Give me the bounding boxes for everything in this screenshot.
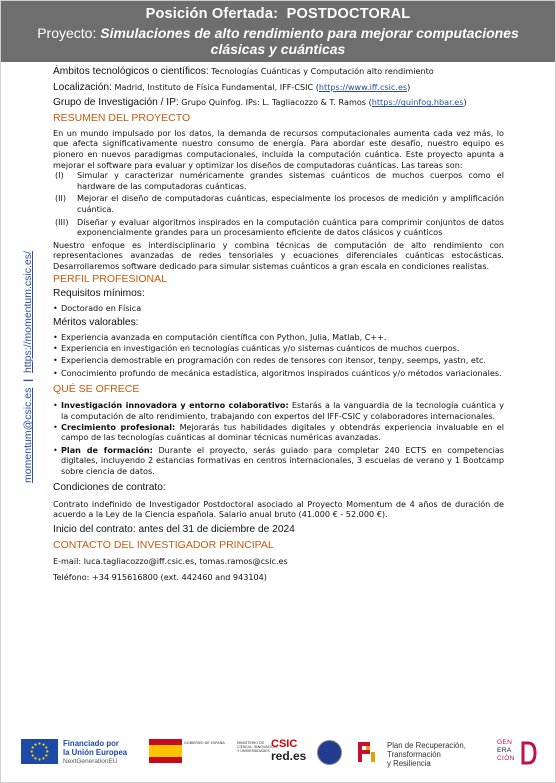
ministerio-text: MINISTERIO DE CIENCIA, INNOVACIÓN Y UNIVERSIDADES (237, 741, 277, 754)
ofrece-list (53, 400, 504, 476)
requisitos-title: Requisitos mínimos: (53, 287, 145, 299)
gen-line3: CIÓN (497, 755, 515, 762)
project-line (1, 25, 555, 57)
contacto-tel-line (53, 572, 504, 583)
grupo-after: ) (463, 97, 467, 108)
ofrece-item-head: Investigación innovadora y entorno colaborativo: (61, 400, 289, 411)
prtr-line3: y Resiliencia (387, 759, 431, 768)
ofrece-item-text: Mejorarás tus habilidades digitales y obtendrás experiencia invaluable en el campo de las tecnologías cuánticas al dominar técnicas numéricas avanzadas. (61, 421, 504, 443)
spain-flag-icon (149, 739, 182, 763)
eu-line2: la Unión Europea (63, 748, 128, 757)
eu-line3: NextGenerationEU (63, 758, 118, 765)
task-text: Simular y caracterizar numéricamente grandes sistemas cuánticos de muchos cuerpos como el hardware de las computadoras cuánticas. (77, 170, 504, 191)
merito-item: • Experiencia avanzada en computación científica con Python, Julia, Matlab, C++. (53, 332, 504, 343)
eu-line1: Financiado por (63, 739, 119, 748)
grupo-link[interactable]: https://quinfog.hbar.es (371, 97, 464, 108)
localizacion-line (53, 82, 504, 94)
task-text: Mejorar el diseño de computadoras cuánticas, especialmente los procesos de medición y amplificación cuántica. (77, 193, 504, 214)
footer-logos (1, 733, 555, 783)
ambitos-line (53, 66, 504, 78)
contacto-title: CONTACTO DEL INVESTIGADOR PRINCIPAL (53, 538, 274, 551)
eu-funding-text (63, 739, 127, 766)
task-item (55, 170, 504, 191)
grupo-value: Grupo Quinfog. IPs: L. Tagliacozzo & T. Ramos ( (181, 97, 372, 108)
gobierno-text: GOBIERNO DE ESPAÑA (184, 741, 225, 745)
eu-flag-icon (21, 739, 58, 764)
prtr-logo-icon (357, 740, 379, 764)
meritos-title: Méritos valorables: (53, 317, 139, 329)
sidebar-email-link[interactable]: momentum@csic.es (22, 387, 34, 483)
condiciones-title: Condiciones de contrato: (53, 481, 166, 493)
redes-text: red.es (271, 749, 307, 763)
task-item (55, 217, 504, 238)
task-number: (I) (55, 170, 64, 181)
resumen-intro: En un mundo impulsado por los datos, la demanda de recursos computacionales aumenta cada vez más, lo que afecta significativamente nuestro consumo de energía. Para abordar este desafío, nuestro equipo es pionero en nuevos paradigmas computacionales, incluida la computación cuántica. Este proyecto apunta a mejorar el software para evaluar y optimizar los diseños de computadoras cuánticas. Las tareas son: (53, 127, 504, 170)
perfil-title: PERFIL PROFESIONAL (53, 272, 167, 285)
ofrece-item-text: Estarás a la vanguardia de la tecnología cuántica y la computación de alto rendimiento, trabajando con expertos del IFF-CSIC y colaboradores internacionales. (61, 400, 505, 422)
position-label: Posición Ofertada: (145, 6, 279, 22)
header-banner (1, 1, 555, 62)
csic-text: CSIC (271, 738, 298, 750)
localizacion-label: Localización: (53, 81, 112, 93)
generacion-d-icon (521, 740, 537, 766)
task-number: (III) (55, 216, 69, 227)
inicio-contrato: Inicio del contrato: antes del 31 de diciembre de 2024 (53, 523, 295, 535)
localizacion-value: Madrid, Instituto de Física Fundamental, IFF-CSIC ( (114, 81, 319, 92)
gen-line1: GEN (497, 739, 513, 746)
ofrece-item (53, 400, 504, 421)
ofrece-item (53, 422, 504, 443)
task-item (55, 193, 504, 214)
seal-icon (317, 740, 342, 765)
grupo-label: Grupo de Investigación / IP: (53, 97, 179, 109)
localizacion-link[interactable]: https://www.iff.csic.es (318, 81, 408, 92)
sidebar-separator: | (22, 378, 34, 382)
prtr-line1: Plan de Recuperación, (387, 741, 466, 750)
tel-label: Teléfono: (53, 572, 90, 583)
merito-item: • Experiencia en investigación en tecnologías cuánticas y/o sistemas cuánticos de muchos cuerpos. (53, 343, 504, 354)
merito-item: • Conocimiento profundo de mecánica estadística, algoritmos inspirados cuánticos y/o métodos variacionales. (53, 368, 504, 379)
task-text: Diseñar y evaluar algoritmos inspirados en la computación cuántica para comprimir conjuntos de datos exponencialmente grandes para un procesamiento eficiente de datos clásicos y cuánticos (77, 216, 504, 238)
ofrece-item-head: Crecimiento profesional: (61, 421, 176, 432)
prtr-text (387, 741, 466, 768)
ofrece-item (53, 445, 504, 477)
requisito-item: • Doctorado en Física (53, 303, 504, 314)
ofrece-item-text: Durante el proyecto, serás guiado para completar 240 ECTS en competencias digitales, incluyendo 2 estancias formativas en centros internacionales, 3 escuelas de verano y 1 Bootcamp sobre ciencia de datos. (61, 444, 504, 477)
condiciones-text: Contrato indefinido de Investigador Postdoctoral asociado al Proyecto Momentum de 4 años de duración de acuerdo a la Ley de la Ciencia española. Salario anual bruto (41.000 € - 52.000 €). (53, 498, 504, 520)
project-title: Simulaciones de alto rendimiento para mejorar computaciones clásicas y cuánticas (100, 25, 519, 57)
merito-item: • Experiencia demostrable en programación con redes de tensores con itensor, tenpy, seemps, yastn, etc. (53, 355, 504, 366)
ambitos-value: Tecnologías Cuánticas y Computación alto rendimiento (211, 66, 434, 76)
sidebar-url-link[interactable]: https://momentum.csic.es/ (22, 251, 34, 374)
meritos-list (53, 332, 504, 378)
ofrece-title: QUÉ SE OFRECE (53, 383, 140, 396)
position-line (1, 1, 555, 23)
sidebar-contact (19, 249, 37, 485)
gen-line2: ERA (497, 747, 512, 754)
email-label: E-mail: (53, 555, 82, 566)
ambitos-label: Ámbitos tecnológicos o científicos: (53, 66, 209, 77)
tel-value: +34 915616800 (ext. 442460 and 943104) (91, 572, 267, 583)
csic-logo (271, 738, 306, 762)
resumen-closing: Nuestro enfoque es interdisciplinario y combina técnicas de computación de alto rendimiento con representaciones avanzadas de redes tensoriales y ecuaciones diferenciales cuánticas estocásticas. Desarrollaremos software dedicado para simular sistemas cuánticos a gran escala en condiciones realistas. (53, 239, 504, 271)
project-label: Proyecto: (37, 25, 97, 41)
generacion-text (497, 739, 515, 763)
email-value[interactable]: luca.tagliacozzo@iff.csic.es, tomas.ramos@csic.es (83, 555, 288, 566)
contacto-email-line (53, 556, 504, 567)
prtr-line2: Transformación (387, 750, 441, 759)
task-number: (II) (55, 193, 67, 204)
resumen-title: RESUMEN DEL PROYECTO (53, 111, 191, 124)
requisitos-list (53, 303, 504, 314)
ofrece-item-head: Plan de formación: (61, 444, 153, 455)
grupo-line (53, 97, 504, 109)
position-value: POSTDOCTORAL (286, 6, 411, 22)
localizacion-after: ) (407, 81, 411, 92)
main-content (53, 65, 504, 583)
